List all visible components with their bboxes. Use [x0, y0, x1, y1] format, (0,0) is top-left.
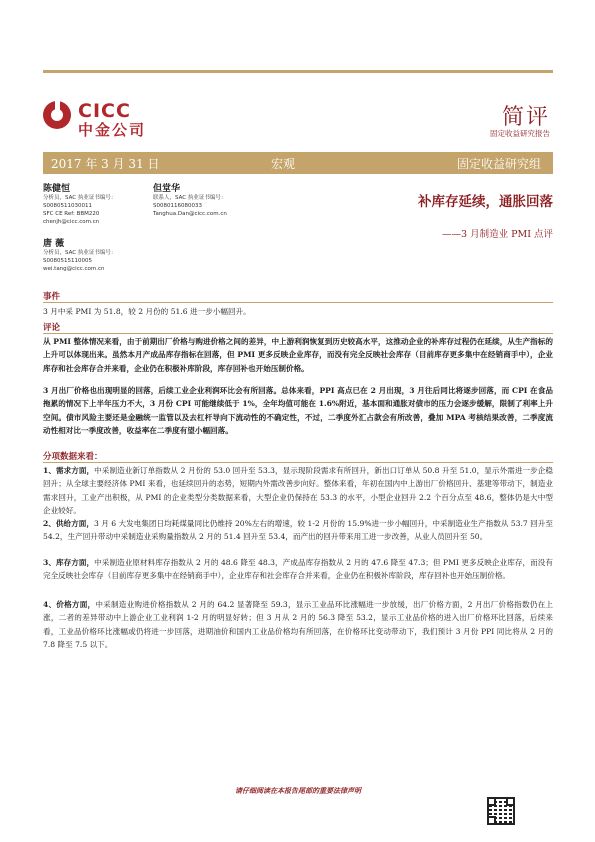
author-line: 分析员，SAC 执业证书编号： — [43, 195, 117, 201]
qr-finder-icon — [506, 797, 515, 806]
logo-cut-decoration — [55, 100, 60, 115]
author-email[interactable]: chenjh@cicc.com.cn — [43, 219, 100, 225]
top-gold-line — [43, 70, 553, 73]
item-supply-text: 3 月 6 大发电集团日均耗煤量同比仍维持 20%左右的增速，较 1-2 月份的 15.9%进一步小幅回升，中采制造业生产指数从 53.7 回升至 54.2，生产回升带动中采制造业采购量指数从 2 月的 51.4 回升至 53.4，而产出的回升带来用工进一步改善，从业人员回升至 50。 — [43, 519, 553, 542]
author-line: S0080116080033 — [153, 203, 202, 209]
event-text: 3 月中采 PMI 为 51.8，较 2 月份的 51.6 进一步小幅回升。 — [43, 307, 251, 316]
event-heading: 事件 — [43, 292, 61, 302]
item-inventory-key: 3、库存方面， — [43, 558, 95, 567]
author-name: 陈健恒 — [43, 184, 71, 194]
event-divider — [43, 302, 553, 303]
report-subtype: 固定收益研究报告 — [490, 129, 550, 138]
item-price — [43, 598, 553, 651]
item-supply — [43, 517, 553, 544]
item-inventory-text: 中采制造业原材料库存指数从 2 月的 48.6 降至 48.3，产成品库存指数从 2 月的 47.6 降至 47.3；但 PMI 更多反映企业库存，而没有完全反映社会库存（目前库存更多集中在经销商手中），企业库存和社会库存合并来看，企业仍在积极补库阶段，库存回补也开始压制价格。 — [43, 558, 553, 581]
report-category: 宏观 — [271, 157, 296, 171]
subheadline: ——3 月制造业 PMI 点评 — [442, 229, 553, 240]
author-block-3 — [43, 236, 153, 273]
item-demand — [43, 464, 553, 517]
legal-notice[interactable]: 请仔细阅读在本报告尾部的重要法律声明 — [235, 786, 361, 795]
qr-finder-icon — [487, 797, 496, 806]
logo-cn: 中金公司 — [78, 121, 147, 139]
comment-paragraph-2: 3 月出厂价格也出现明显的回落，后续工业企业利润环比会有所回落。总体来看，PPI 高点已在 2 月出现，3 月往后同比将逐步回落，而 CPI 在食品拖累的情况下上半年压力不大，3 月份 CPI 可能继续低于 1%，全年均值可能在 1.6%附近，基本面和通胀对债市的压力会逐步缓解，限制了利率上升空间。债市风险主要还是金融统一监管以及去杠杆导向下流动性的不确定性，不过，二季度外汇占款会有所改善，叠加 MPA 考核结果改善，二季度流动性相对比一季度改善，收益率在二季度有望小幅回落。 — [43, 386, 553, 435]
author-line: S0080515110005 — [43, 258, 92, 264]
item-price-text: 中采制造业购进价格指数从 2 月的 64.2 显著降至 59.3，显示工业品环比涨幅进一步放缓，出厂价格方面，2 月出厂价格指数仍在上涨，二者的差异带动中上游企业工业利润 1-2 月的明显好转；但 3 月从 2 月的 56.3 降至 53.2，显示工业品价格的进入出厂价格环比回落，后续来看，工业品价格环比涨幅或仍将进一步回落，进期油价和国内工业品价格均有所回落，在价格环比变动带动下，我们预计 3 月份 PPI 同比将从 2 月的 7.8 降至 7.5 以下。 — [43, 600, 553, 649]
author-block-1 — [43, 181, 143, 226]
report-team: 固定收益研究组 — [457, 157, 542, 171]
comment-heading: 评论 — [43, 323, 61, 333]
logo-en: CICC — [78, 100, 131, 122]
author-name: 但堂华 — [153, 184, 181, 194]
report-date: 2017 年 3 月 31 日 — [51, 157, 160, 171]
qr-finder-icon — [487, 816, 496, 825]
comment-divider — [43, 333, 553, 334]
author-line: 联系人，SAC 执业证书编号： — [153, 195, 227, 201]
item-demand-text: 中采制造业新订单指数从 2 月份的 53.0 回升至 53.3，显示现阶段需求有所回升，新出口订单从 50.8 升至 51.0，显示外需进一步企稳回升；从全球主要经济体 PMI 来看，也延续回升的态势，短期内外需改善步向好。整体来看，年初在国内中上游出厂价格回升、基建等带动下，制造业需求回升，工业产出积极，从 PMI 的企业类型分类数据来看，大型企业仍保持在 53.3 的水平，小型企业回升 2.2 个百分点至 48.6，整体仍是大中型企业较好。 — [43, 466, 553, 515]
author-email[interactable]: wei.tang@cicc.com.cn — [43, 266, 105, 272]
item-inventory — [43, 556, 553, 583]
author-line: S0080511030011 — [43, 203, 92, 209]
items-heading: 分项数据来看： — [43, 452, 103, 462]
author-name: 唐 薇 — [43, 239, 65, 249]
author-email[interactable]: Tanghua.Dan@cicc.com.cn — [153, 211, 227, 217]
header-bar — [43, 152, 553, 174]
headline: 补库存延续，通胀回落 — [418, 194, 553, 210]
items-divider — [43, 462, 553, 463]
item-supply-key: 2、供给方面， — [43, 519, 94, 528]
item-price-key: 4、价格方面， — [43, 600, 96, 609]
comment-paragraph-1: 从 PMI 整体情况来看，由于前期出厂价格与购进价格之间的差异，中上游利润恢复到历史较高水平，这推动企业的补库存过程仍在延续，从生产指标的上升可以体现出来。虽然本月产成品库存指标在回落，但 PMI 更多反映企业库存，而没有完全反映社会库存（目前库存更多集中在经销商手中），企业库存和社会库存合并来看，企业仍在积极补库阶段，库存回补也开始压制价格。 — [43, 337, 553, 373]
author-line: 分析员，SAC 执业证书编号： — [43, 250, 117, 256]
item-demand-key: 1、需求方面， — [43, 466, 95, 475]
author-block-2 — [153, 181, 263, 218]
report-type: 简评 — [501, 105, 550, 130]
author-line: SFC CE Ref: BBM220 — [43, 211, 100, 217]
